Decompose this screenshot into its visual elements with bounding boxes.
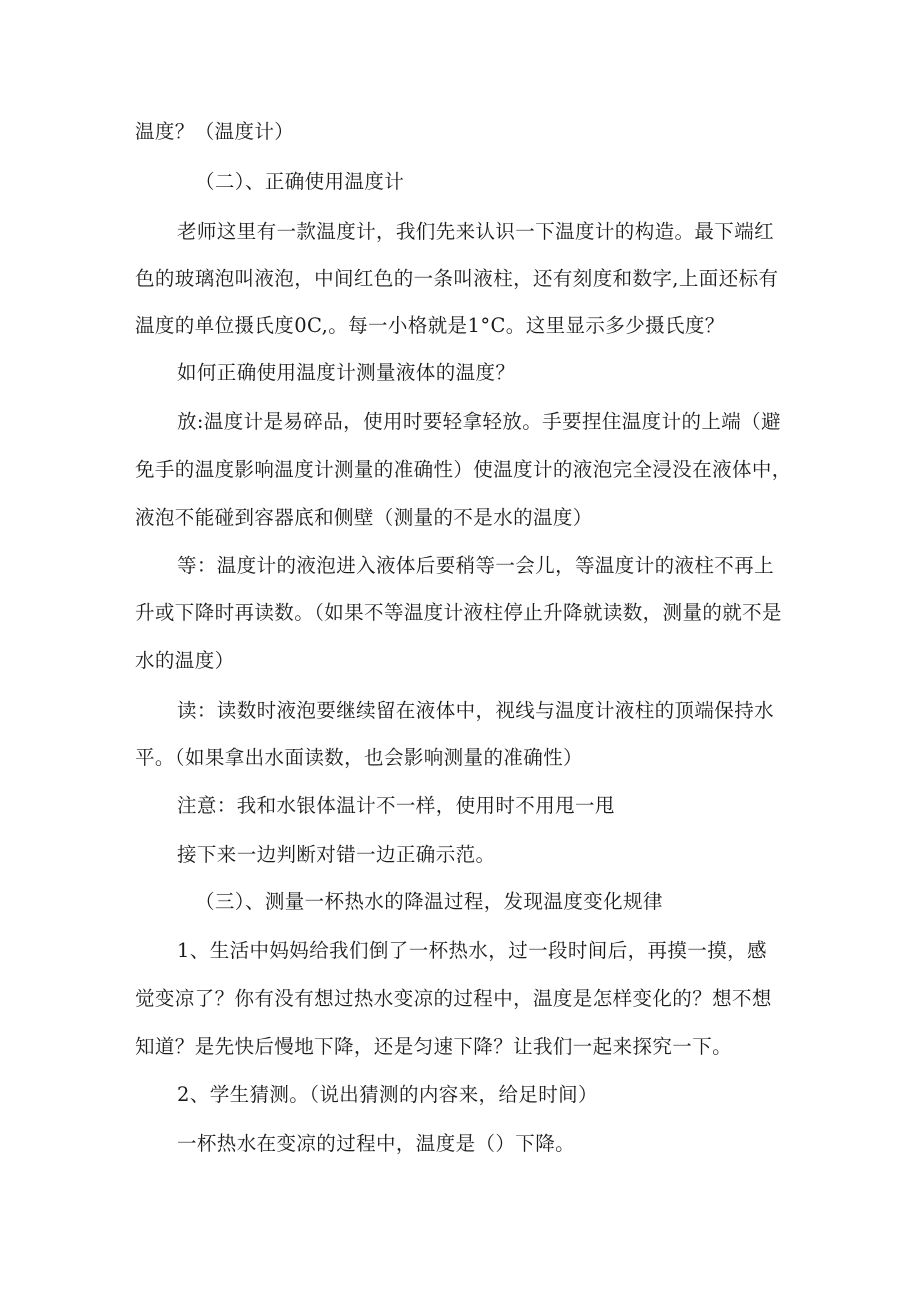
paragraph-line: 放:温度计是易碎品，使用时要轻拿轻放。手要捏住温度计的上端（避 <box>177 410 781 433</box>
paragraph-line: 如何正确使用温度计测量液体的温度？ <box>177 361 516 384</box>
section-heading: （二）、正确使用温度计 <box>195 170 405 193</box>
paragraph-line: 老师这里有一款温度计，我们先来认识一下温度计的构造。最下端红 <box>177 220 775 243</box>
paragraph-line: 1、生活中妈妈给我们倒了一杯热水，过一段时间后，再摸一摸，感 <box>177 939 767 962</box>
paragraph-line: 升或下降时再读数。（如果不等温度计液柱停止升降就读数，测量的就不是 <box>135 601 782 624</box>
text-line: 温度？（温度计） <box>135 120 295 143</box>
paragraph-line: 免手的温度影响温度计测量的准确性）使温度计的液泡完全浸没在液体中， <box>135 458 792 481</box>
paragraph-line: 平。（如果拿出水面读数，也会影响测量的准确性） <box>135 746 583 769</box>
paragraph-line: 2、学生猜测。（说出猜测的内容来，给足时间） <box>177 1083 598 1106</box>
paragraph-line: 一杯热水在变凉的过程中，温度是（）下降。 <box>177 1132 576 1155</box>
paragraph-line: 水的温度） <box>135 649 235 672</box>
paragraph-line: 温度的单位摄氏度0C,。每一小格就是1°C。这里显示多少摄氏度？ <box>135 314 725 337</box>
paragraph-line: 知道？是先快后慢地下降，还是匀速下降？让我们一起来探究一下。 <box>135 1035 733 1058</box>
paragraph-line: 注意：我和水银体温计不一样，使用时不用甩一甩 <box>177 794 615 817</box>
paragraph-line: 液泡不能碰到容器底和侧壁（测量的不是水的温度） <box>135 506 593 529</box>
paragraph-line: 色的玻璃泡叫液泡，中间红色的一条叫液柱，还有刻度和数字,上面还标有 <box>135 267 779 290</box>
paragraph-line: 接下来一边判断对错一边正确示范。 <box>177 843 496 866</box>
paragraph-line: 读：读数时液泡要继续留在液体中，视线与温度计液柱的顶端保持水 <box>177 699 775 722</box>
paragraph-line: 觉变凉了？你有没有想过热水变凉的过程中，温度是怎样变化的？想不想 <box>135 987 772 1010</box>
paragraph-line: 等：温度计的液泡进入液体后要稍等一会儿，等温度计的液柱不再上 <box>177 554 775 577</box>
section-heading: （三）、测量一杯热水的降温过程，发现温度变化规律 <box>195 890 663 913</box>
